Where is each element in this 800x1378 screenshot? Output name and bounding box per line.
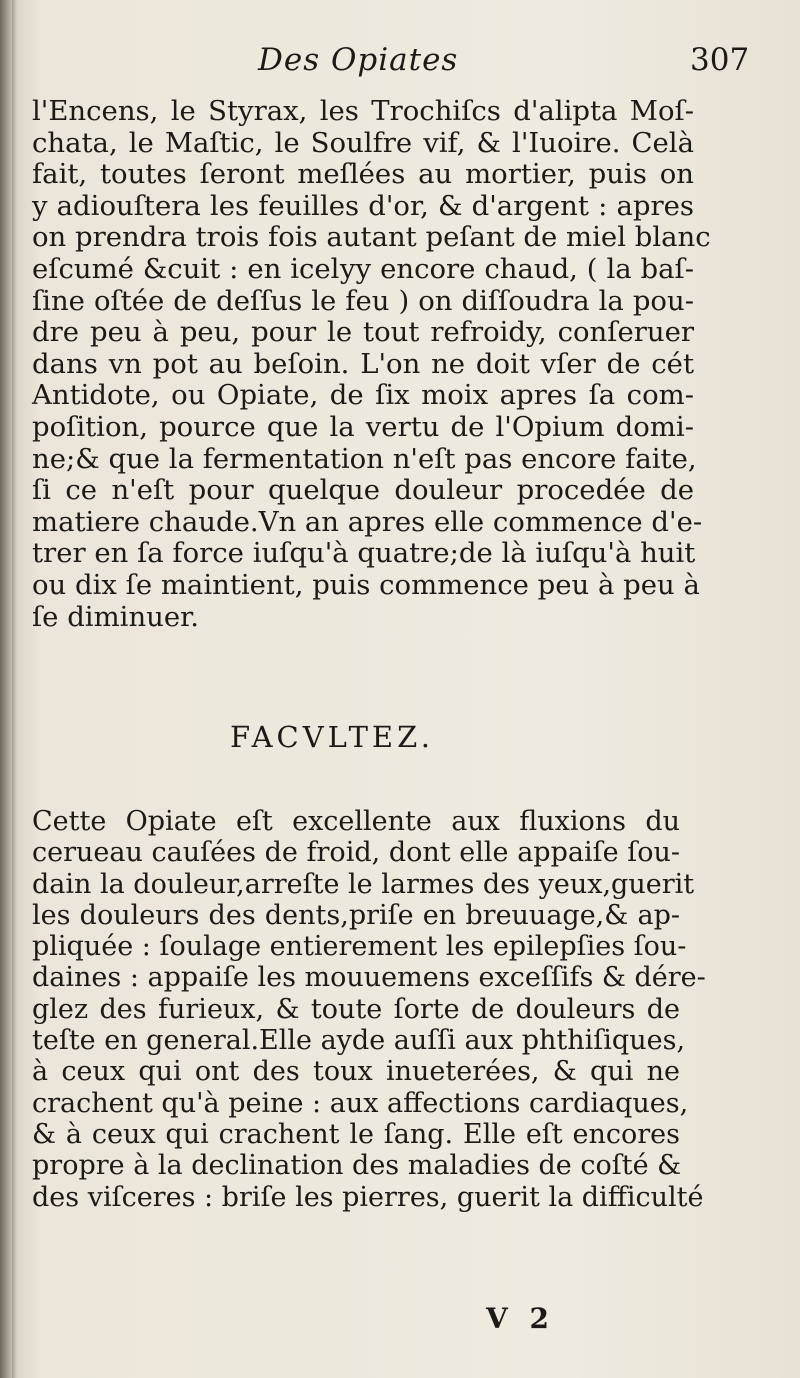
text-line: teſte en general.Elle ayde auſſi aux phthiſiques, bbox=[32, 1025, 686, 1057]
text-line: poſition, pource que la vertu de l'Opium domi- bbox=[32, 410, 694, 443]
text-line: crachent qu'à peine : aux affections cardiaques, bbox=[32, 1087, 689, 1119]
text-line: ſine oſtée de deſſus le feu ) on diſſoudra la pou- bbox=[32, 284, 694, 317]
text-line: matiere chaude.Vn an apres elle commence d'e- bbox=[32, 505, 703, 538]
text-line: ſi ce n'eſt pour quelque douleur procedée de bbox=[32, 474, 694, 507]
text-line: les douleurs des dents,priſe en breuuage,& ap- bbox=[32, 899, 680, 931]
page-number: 307 bbox=[690, 42, 750, 78]
section-heading: FACVLTEZ. bbox=[230, 720, 434, 754]
text-line: trer en ſa force iuſqu'à quatre;de là iuſqu'à huit bbox=[32, 537, 696, 570]
text-line: pliquée : ſoulage entierement les epilepſies ſou- bbox=[32, 931, 687, 963]
paragraph-faculties bbox=[32, 806, 706, 1213]
paragraph-preparation bbox=[32, 95, 711, 633]
running-head bbox=[0, 42, 800, 92]
text-line: daines : appaiſe les mouuemens exceſſifs & dére- bbox=[32, 962, 706, 994]
text-line: Cette Opiate eſt excellente aux fluxions du bbox=[32, 806, 680, 837]
page-gutter-shadow bbox=[12, 0, 18, 1378]
text-line: cerueau cauſées de froid, dont elle appaiſe ſou- bbox=[32, 837, 680, 869]
text-line: chata, le Maſtic, le Soulfre vif, & l'Iuoire. Celà bbox=[32, 126, 694, 159]
text-line: eſcumé &cuit : en icelуy encore chaud, ( la baſ- bbox=[32, 252, 694, 285]
text-line: à ceux qui ont des toux inueterées, & qui ne bbox=[32, 1056, 680, 1088]
text-line: ou dix ſe maintient, puis commence peu à peu à bbox=[32, 568, 700, 601]
text-line: y adiouſtera les feuilles d'or, & d'argent : apres bbox=[32, 189, 694, 222]
signature-mark: V 2 bbox=[486, 1302, 555, 1335]
text-line: on prendra trois fois autant peſant de miel blanc bbox=[32, 221, 711, 254]
text-line: fait, toutes ſeront meſlées au mortier, puis on bbox=[32, 158, 694, 191]
running-head-title: Des Opiates bbox=[258, 42, 459, 78]
text-line: dre peu à peu, pour le tout refroidy, conſeruer bbox=[32, 316, 694, 349]
text-line: Antidote, ou Opiate, de ſix moix apres ſa com- bbox=[32, 379, 694, 412]
text-line: des viſceres : briſe les pierres, guerit la difficulté bbox=[32, 1181, 704, 1213]
text-line: ſe diminuer. bbox=[32, 600, 200, 633]
text-line: ne;& que la fermentation n'eſt pas encore faite, bbox=[32, 442, 697, 475]
text-line: l'Encens, le Styrax, les Trochiſcs d'alipta Moſ- bbox=[32, 95, 694, 127]
text-line: propre à la declination des maladies de coſté & bbox=[32, 1150, 682, 1182]
text-line: dain la douleur,arreſte le larmes des yeux,guerit bbox=[32, 868, 695, 900]
text-line: dans vn pot au beſoin. L'on ne doit vſer de cét bbox=[32, 347, 694, 380]
text-line: glez des furieux, & toute ſorte de douleurs de bbox=[32, 993, 680, 1025]
text-line: & à ceux qui crachent le ſang. Elle eſt encores bbox=[32, 1118, 680, 1150]
